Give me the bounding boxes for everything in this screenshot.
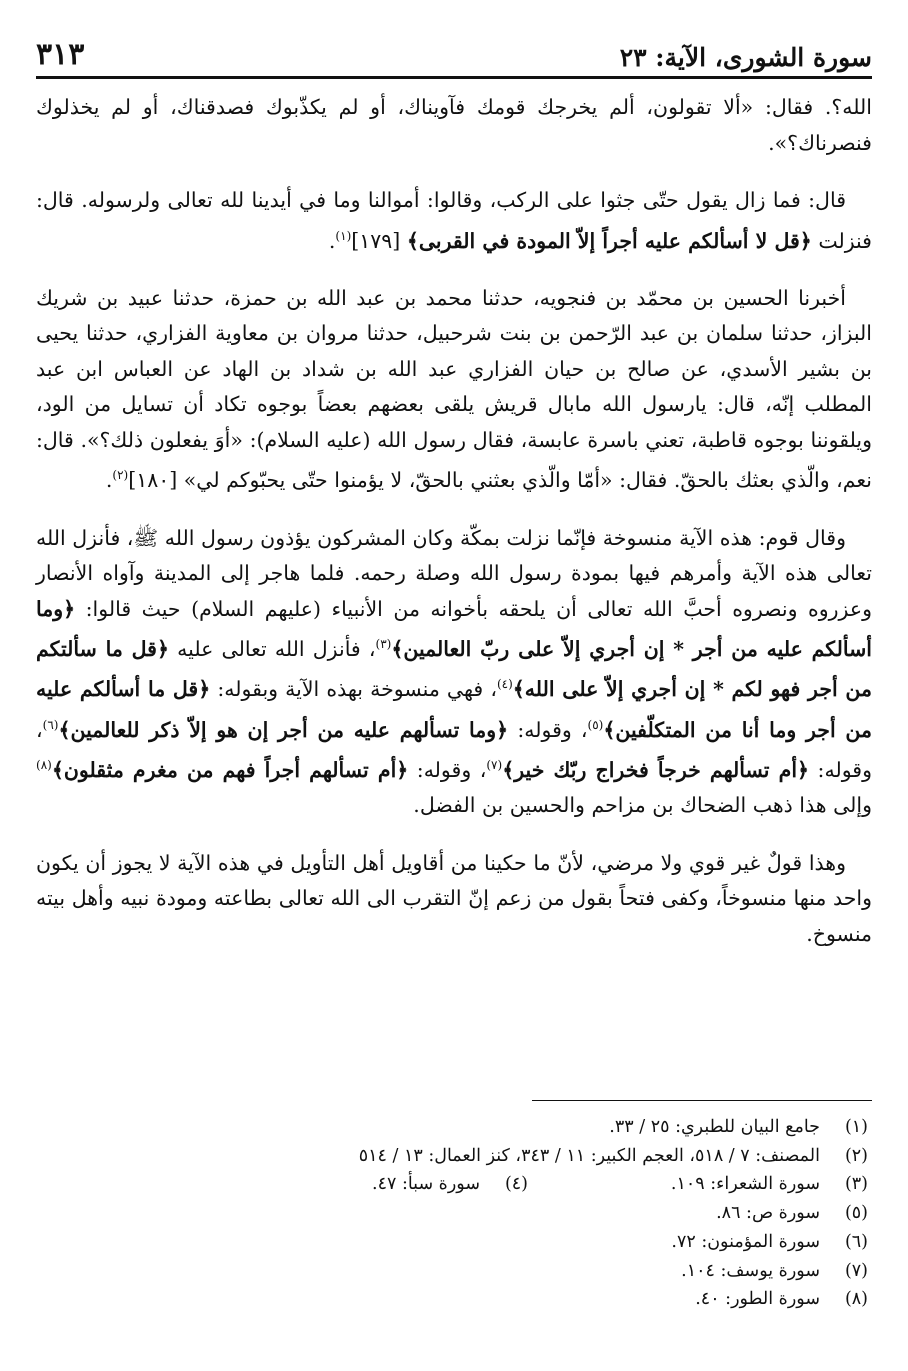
text-run: . [328, 228, 336, 253]
footnotes [36, 1113, 868, 1314]
quran-verse: ﴿قل ما أسألكم عليه من أجر وما أنا من المتكلّفين﴾ [36, 677, 872, 742]
footnote-text: سورة المؤمنون: ٧٢. [671, 1231, 820, 1252]
text-run: وهذا قولٌ غير قوي ولا مرضي، لأنّ ما حكينا من أقاويل أهل التأويل في هذه الآية لا يجوز أن يكون واحد منها منسوخاً، وكفى فتحاً بقول من زعم إنّ التقرب الى الله تعالى بطاعته ومودة نبيه وأهل بيته منسوخ. [36, 850, 872, 946]
text-run: أخبرنا الحسين بن محمّد بن فنجويه، حدثنا محمد بن عبد الله بن حمزة، حدثنا عبيد بن شريك البزاز، حدثنا سلمان بن عبد الرّحمن بن بنت شرحبيل، حدثنا مروان بن معاوية الفزاري، حدثنا يحيى بن بشير الأسدي، عن صالح بن حيان الفزاري عبد الله بن شداد بن الهاد عن العباس ابن عبد المطلب إنّه، قال: يارسول الله مابال قريش يلقى بعضهم بعضاً بوجوه تكاد أن تسايل من الود، ويلقوننا بوجوه قاطبة، تعني باسرة عابسة، فقال رسول الله (عليه السلام): «أوَ يفعلون ذلك؟». قال: نعم، والّذي بعثك بالحقّ. فقال: «أمّا والّذي بعثني بالحقّ، لا يؤمنوا حتّى يحبّوكم لي» [١٨٠] [36, 285, 872, 493]
text-run: وقال قوم: هذه الآية منسوخة فإنّما نزلت بمكّة وكان المشركون يؤذون رسول الله ﷺ، فأنزل الله تعالى هذه الآية وأمرهم فيها بمودة رسول الله وصلة رحمه. فلما هاجر إلى المدينة وآواه الأنصار وعزروه ونصروه أحبَّ الله تعالى أن يلحقه بأخوانه من الأنبياء (عليهم السلام) حيث قالوا: [36, 525, 872, 621]
footnote-number: (٣) [844, 1174, 868, 1195]
footnote-divider [532, 1100, 872, 1101]
text-run: ، وقوله: [508, 717, 588, 742]
page-number: ٣١٣ [36, 37, 85, 72]
footnote [36, 1142, 868, 1171]
quran-verse: ﴿قل ما سألتكم من أجر فهو لكم * إن أجري إلاّ على الله﴾ [36, 636, 872, 702]
paragraph [36, 521, 872, 824]
footnote-ref: (١) [335, 228, 352, 243]
footnote-text: المصنف: ٧ / ٥١٨، العجم الكبير: ١١ / ٣٤٣، كنز العمال: ١٣ / ٥١٤ [358, 1145, 820, 1166]
quran-verse: ﴿وما أسألكم عليه من أجر * إن أجري إلاّ على ربّ العالمين﴾ [36, 596, 872, 661]
text-run: ، فهي منسوخة بهذه الآية وبقوله: [210, 677, 497, 702]
paragraph [36, 281, 872, 499]
footnote-row [36, 1170, 868, 1199]
footnote-number: (٢) [844, 1145, 868, 1166]
footnote-text: سورة سبأ: ٤٧. [371, 1174, 480, 1195]
footnote-ref: (٤) [496, 677, 513, 692]
text-run: [١٧٩] [351, 228, 407, 253]
footnote-ref: (٦) [42, 717, 59, 732]
page-header [36, 28, 872, 79]
quran-verse: ﴿قل لا أسألكم عليه أجراً إلاّ المودة في القربى﴾ [406, 228, 812, 253]
text-run: وإلى هذا ذهب الضحاك بن مزاحم والحسين بن الفضل. [413, 793, 872, 818]
footnote-number: (٦) [844, 1231, 868, 1252]
footnote [36, 1285, 868, 1314]
footnote-number: (٧) [844, 1260, 868, 1281]
surah-title: سورة الشورى، الآية: ٢٣ [619, 43, 872, 72]
text-run: الله؟. فقال: «ألا تقولون، ألم يخرجك قومك فآويناك، أو لم يكذّبوك فصدقناك، أو لم يخذلوك فنصرناك؟». [36, 95, 872, 155]
text-run: ، وقوله: [36, 717, 872, 782]
footnote-text: سورة الطور: ٤٠. [695, 1289, 820, 1310]
footnote [36, 1113, 868, 1142]
footnote-number: (٨) [844, 1289, 868, 1310]
main-text [36, 90, 872, 974]
quran-verse: ﴿أم تسألهم أجراً فهم من مغرم مثقلون﴾ [51, 757, 409, 782]
footnote-number: (١) [844, 1117, 868, 1137]
text-run: . [105, 468, 113, 493]
text-run: ، وقوله: [408, 757, 487, 782]
footnote-ref: (٥) [587, 717, 604, 732]
footnote [36, 1257, 868, 1286]
footnote [36, 1199, 868, 1228]
quran-verse: ﴿وما تسألهم عليه من أجر إن هو إلاّ ذكر للعالمين﴾ [58, 717, 509, 742]
footnote-ref: (٨) [36, 758, 52, 773]
footnote-number: (٥) [844, 1203, 868, 1224]
footnote-text: سورة ص: ٨٦. [716, 1203, 820, 1224]
footnote-text: سورة يوسف: ١٠٤. [681, 1260, 820, 1281]
footnote-ref: (٢) [112, 468, 129, 483]
footnote-ref: (٧) [486, 758, 503, 773]
paragraph [36, 183, 872, 259]
text-run: ، فأنزل الله تعالى عليه [168, 636, 376, 661]
footnote-text: سورة الشعراء: ١٠٩. [670, 1174, 820, 1195]
footnote [36, 1228, 868, 1257]
quran-verse: ﴿أم تسألهم خرجاً فخراج ربّك خير﴾ [502, 757, 810, 782]
footnote [528, 1170, 868, 1199]
text-run: قال: فما زال يقول حتّى جثوا على الركب، وقالوا: أموالنا وما في أيدينا لله تعالى ولرسوله. قال: فنزلت [36, 188, 872, 253]
paragraph [36, 846, 872, 953]
footnote-number: (٤) [504, 1174, 528, 1195]
footnote-ref: (٣) [375, 637, 392, 652]
footnote-text: جامع البيان للطبري: ٢٥ / ٣٣. [609, 1117, 820, 1137]
footnote [188, 1170, 528, 1199]
paragraph [36, 90, 872, 161]
